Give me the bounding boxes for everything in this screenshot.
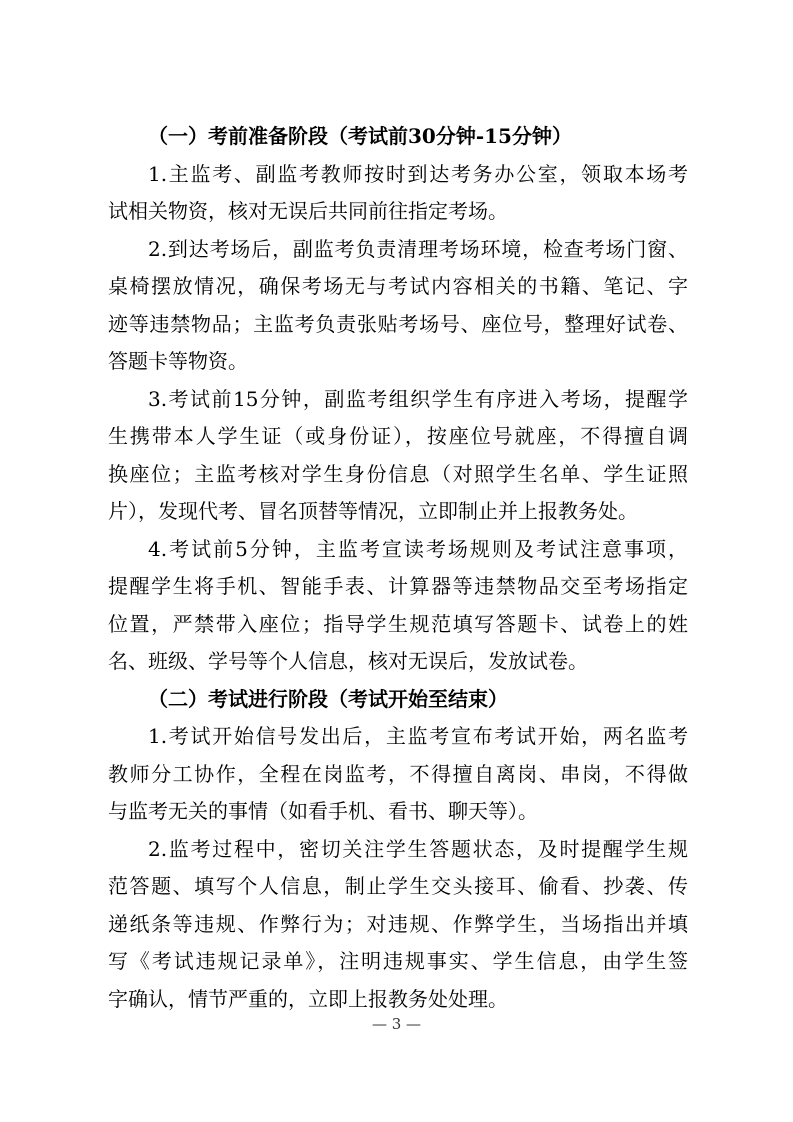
paragraph-line: 桌椅摆放情况，确保考场无与考试内容相关的书籍、笔记、字 (108, 274, 688, 298)
paragraph-line: 写《考试违规记录单》，注明违规事实、学生信息，由学生签 (108, 949, 688, 973)
paragraph-line: 2.到达考场后，副监考负责清理考场环境，检查考场门窗、 (148, 236, 688, 261)
paragraph-line: 1.考试开始信号发出后，主监考宣布考试开始，两名监考 (148, 724, 688, 748)
paragraph-line: 迹等违禁物品；主监考负责张贴考场号、座位号，整理好试卷、 (108, 311, 688, 336)
paragraph-line: 与监考无关的事情（如看手机、看书、聊天等）。 (108, 799, 538, 823)
paragraph-line: 名、班级、学号等个人信息，核对无误后，发放试卷。 (108, 649, 588, 673)
section-heading-during-exam: （二）考试进行阶段（考试开始至结束） (148, 686, 508, 711)
paragraph-line: 片），发现代考、冒名顶替等情况，立即制止并上报教务处。 (108, 499, 638, 523)
paragraph-line: 2.监考过程中，密切关注学生答题状态，及时提醒学生规 (148, 836, 688, 861)
paragraph-line: 1.主监考、副监考教师按时到达考务办公室，领取本场考 (148, 161, 688, 186)
paragraph-line: 字确认，情节严重的，立即上报教务处处理。 (108, 986, 508, 1011)
paragraph-line: 提醒学生将手机、智能手表、计算器等违禁物品交至考场指定 (108, 574, 688, 598)
paragraph-line: 3.考试前15分钟，副监考组织学生有序进入考场，提醒学 (148, 386, 688, 411)
document-body (108, 118, 688, 1018)
paragraph-line: 教师分工协作，全程在岗监考，不得擅自离岗、串岗，不得做 (108, 761, 688, 786)
paragraph-line: 换座位；主监考核对学生身份信息（对照学生名单、学生证照 (108, 461, 688, 486)
paragraph-line: 范答题、填写个人信息，制止学生交头接耳、偷看、抄袭、传 (108, 874, 688, 898)
paragraph-line: 试相关物资，核对无误后共同前往指定考场。 (108, 199, 508, 223)
page-number: — 3 — (371, 1015, 422, 1033)
section-heading-pre-exam: （一）考前准备阶段（考试前30分钟-15分钟） (148, 124, 572, 148)
paragraph-line: 位置，严禁带入座位；指导学生规范填写答题卡、试卷上的姓 (108, 611, 688, 636)
paragraph-line: 答题卡等物资。 (108, 349, 248, 373)
paragraph-line: 4.考试前5分钟，主监考宣读考场规则及考试注意事项， (148, 536, 688, 561)
paragraph-line: 生携带本人学生证（或身份证），按座位号就座，不得擅自调 (108, 424, 688, 448)
paragraph-line: 递纸条等违规、作弊行为；对违规、作弊学生，当场指出并填 (108, 911, 688, 936)
